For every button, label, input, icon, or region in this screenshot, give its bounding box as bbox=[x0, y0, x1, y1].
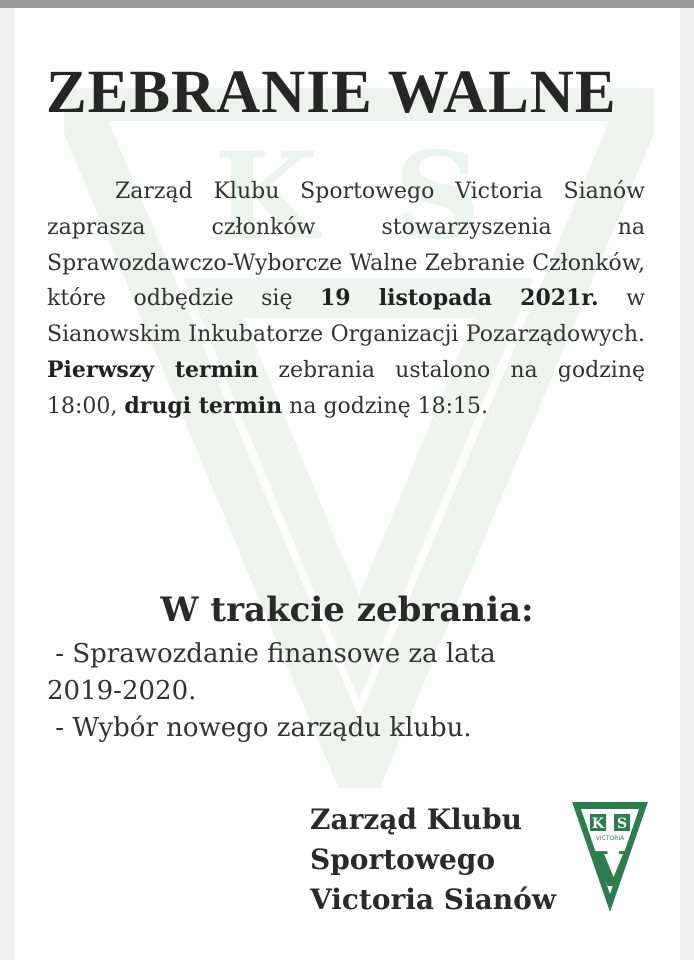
signature bbox=[310, 800, 556, 920]
invitation-part-2: w Sianowskim Inkubatorze Organizacji Pozarządowych. bbox=[47, 286, 645, 348]
logo-small-text: VICTORIA bbox=[595, 835, 625, 842]
signature-line: Zarząd Klubu bbox=[310, 803, 522, 836]
svg-text:S: S bbox=[394, 126, 481, 267]
agenda-item: - Sprawozdanie finansowe za lata bbox=[47, 639, 496, 669]
logo-letter-k: K bbox=[591, 816, 605, 832]
agenda-item: 2019-2020. bbox=[47, 676, 197, 706]
signature-line: Victoria Sianów bbox=[310, 883, 556, 916]
signature-line: Sportowego bbox=[310, 843, 496, 876]
agenda-title: W trakcie zebrania: bbox=[160, 590, 534, 630]
invitation-part-3: zebrania ustalono na godzinę 18:00, bbox=[47, 357, 646, 419]
svg-text:K: K bbox=[214, 126, 319, 267]
logo-letter-s: S bbox=[616, 816, 628, 832]
first-term-label: Pierwszy termin bbox=[47, 356, 259, 383]
agenda-list bbox=[47, 636, 607, 747]
meeting-date: 19 listopada 2021r. bbox=[320, 285, 599, 312]
page-title: ZEBRANIE WALNE bbox=[46, 59, 617, 126]
club-logo-icon bbox=[570, 798, 650, 914]
invitation-text bbox=[47, 174, 645, 425]
poster bbox=[14, 8, 680, 960]
top-bar bbox=[0, 0, 694, 8]
invitation-part-1: Zarząd Klubu Sportowego Victoria Sianów zaprasza członków stowarzyszenia na Sprawozdawczo-Wyborcze Walne Zebranie Członków, które odbędzie się bbox=[47, 179, 645, 312]
second-term-label: drugi termin bbox=[124, 392, 283, 419]
invitation-part-4: na godzinę 18:15. bbox=[289, 393, 489, 419]
logo-big-letter: V bbox=[591, 842, 629, 898]
agenda-item: - Wybór nowego zarządu klubu. bbox=[47, 713, 472, 743]
